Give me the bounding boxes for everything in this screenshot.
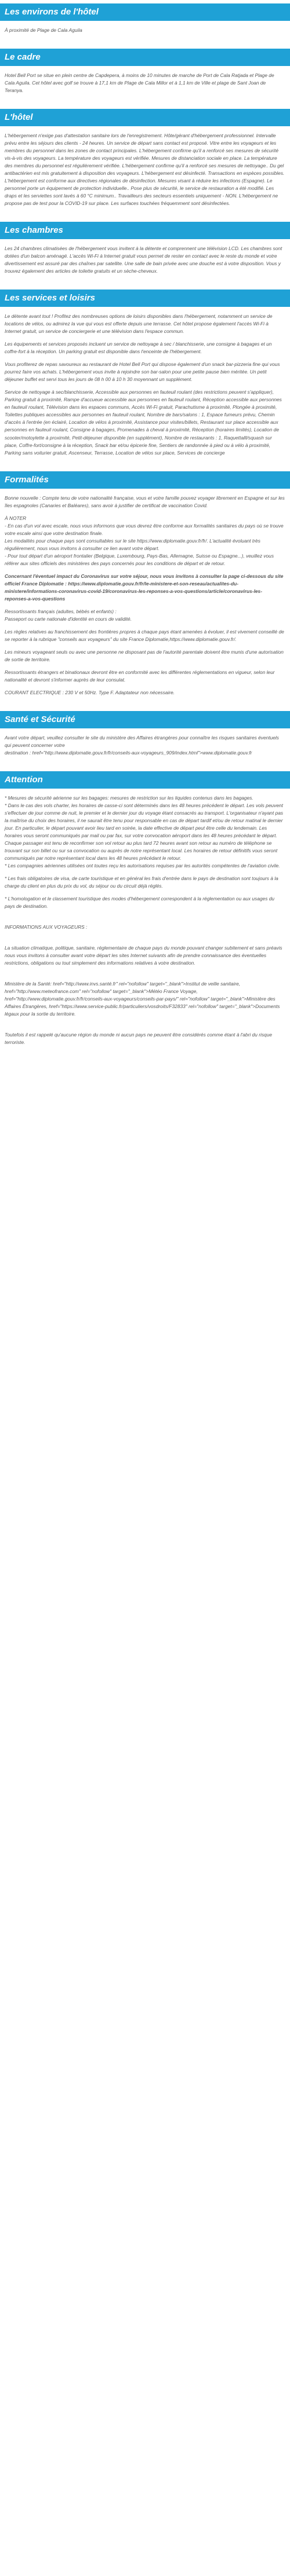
- section-services: [0, 290, 290, 464]
- paragraph-spacer: [5, 915, 285, 924]
- section-cadre: [0, 49, 290, 102]
- formalites-paragraph: Bonne nouvelle : Compte tenu de votre nationalité française, vous et votre famille pouvez voyager librement en Espagne et sur les îles espagnoles (Canaries et Baléares), sans avoir à justifier de certificat de vaccination Covid.: [5, 494, 285, 508]
- attention-paragraph: * L'homologation et le classement touristique des modes d'hébergement correspondent à la réglementation ou aux usages du pays de destination.: [5, 896, 275, 910]
- section-title-environs: Les environs de l'hôtel: [0, 3, 290, 21]
- section-attention: [0, 771, 290, 1054]
- chambres-text: Les 24 chambres climatisées de l'hébergement vous invitent à la détente et comprennent une télévision LCD. Les chambres sont dotées d'un balcon aménagé. L'accès Wi-Fi à Internet gratuit vous permet de rester en contact avec le reste du monde et votre divertissement est assuré par des chaînes par satellite. Une salle de bain privée avec une douche est à votre disposition. Vous y trouvez également des articles de toilette gratuits et un sèche-cheveux.: [5, 245, 282, 274]
- formalites-paragraph: Les règles relatives au franchissement des frontières propres à chaque pays étant amenées à évoluer, il est vivement conseillé de se reporter à la rubrique "conseils aux voyageurs" du site France Diplomatie,https://www.diplomatie.gouv.fr/.: [5, 628, 284, 642]
- attention-paragraph: INFORMATIONS AUX VOYAGEURS :: [5, 924, 88, 930]
- attention-paragraph: * Les frais obligatoires de visa, de carte touristique et en général les frais d'entrée dans le pays de destination sont toujours à la charge du client en plus du prix du vol, du séjour ou du circuit déjà réglés.: [5, 875, 278, 889]
- paragraph-spacer: [5, 972, 285, 980]
- paragraph-spacer: [5, 936, 285, 944]
- environs-text: À proximité de Plage de Cala Aguila: [5, 27, 82, 33]
- services-paragraph: Les équipements et services proposés incluent un service de nettoyage à sec / blanchisserie, une consigne à bagages et un coffre-fort à la réception. Un parking gratuit est disponible dans l'enceinte de l'hébergement.: [5, 341, 272, 355]
- attention-paragraph: * Mesures de sécurité aérienne sur les bagages: mesures de restriction sur les liquides contenus dans les bagages. * Dans le cas des vols charter, les horaires de casse-ci sont déterminés dans les 48 heures précédent le départ. Les vols peuvent s'effectuer de jour comme de nuit, le premier et le dernier jour du voyage étant consacrés au transport. L'organisateur n'ayant pas la maîtrise du choix des horaires, il ne saurait être tenu pour responsable en cas de départ tardif et/ou de retour matinal le dernier jour. En particulier, le départ pouvant avoir lieu tard en soirée, la date effective de départ peut être celle du lendemain. Les horaires vous seront communiqués par mail ou par fax, sur votre convocation aéroport dans les 48 heures précédant le départ. Chaque passager est tenu de reconfirmer son vol retour au plus tard 72 heures avant son retour au numéro de téléphone se trouvant sur son billet ou sur sa convocation ou auprès de notre représentant local. Les horaires de retour définitifs vous seront communiqués par notre représentant local dans les 48 heures précédant le retour. * Les compagnies aériennes utilisées ont toutes reçu les autorisations requises par les autorités compétentes de l'aviation civile.: [5, 794, 284, 869]
- section-title-formalites: Formalités: [0, 471, 290, 489]
- formalites-paragraph: À NOTER - En cas d'un vol avec escale, nous vous informons que vous devrez être conforme aux formalités sanitaires du pays où se trouve votre escale ainsi que votre destination finale. Les modalités pour chaque pays sont consultables sur le site https://www.diplomatie.gouv.fr/fr/. L'actualité évoluant très régulièrement, nous vous invitons à consulter ce lien avant votre départ. - Pour tout départ d'un aéroport frontalier (Belgique, Luxembourg, Pays-Bas, Allemagne, Suisse ou Espagne...), veuillez vous référer aux sites officiels des ministères des pays concernés pour les conditions de départ et de retour.: [5, 515, 284, 566]
- attention-paragraph: Toutefois il est rappelé qu'aucune région du monde ni aucun pays ne peuvent être considérés comme étant à l'abri du risque terroriste.: [5, 1032, 273, 1046]
- hotel-info-page: [0, 3, 290, 1068]
- hotel-text: L'hébergement n'exige pas d'attestation sanitaire lors de l'enregistrement. Hôte/gérant d'hébergement professionnel. Intervalle prévu entre les séjours des clients - 24 heures. Un service de départ sans contact est proposé. Vitre entre les voyageurs et les membres du personnel dans les zones de contact principales. L'hébergement confirme qu'il a renforcé ses mesures de sécurité vis-à-vis des voyageurs. La température des voyageurs est vérifiée. Mesures de distanciation sociale en place. La température des membres du personnel est régulièrement vérifiée. L'hébergement confirme qu'il a renforcé ses mesures de nettoyage.. Du gel antibactérien est mis gratuitement à disposition des voyageurs. L'hébergement est désinfecté. Transactions en espèces possibles. L'hébergement est conforme aux directives régionales de désinfection. Mesures visant à réduire les infections (Espagne). Le personnel porte un équipement de protection individuelle.. Pose plus de sécurité, le service de restauration a été modifié. Les draps et les serviettes sont lavés à 60 °C minimum.. Travailleurs des secteurs essentiels uniquement - NON. L'hébergement ne propose pas de test pour la COVID-19 sur place. Les surfaces touchées fréquemment sont désinfectées.: [5, 133, 285, 207]
- formalites-paragraph: Ressortissants étrangers et binationaux devront être en conformité avec les différentes réglementations en vigueur, selon leur nationalité et devront s'informer auprès de leur consulat.: [5, 669, 275, 683]
- attention-paragraph: La situation climatique, politique, sanitaire, réglementaire de chaque pays du monde pouvant changer subitement et sans préavis nous vous invitons à consulter avant votre départ les sites Internet suivants afin de prendre connaissance des éventuelles restrictions, obligations ou tout simplement des informations relatives à votre destination.: [5, 945, 282, 966]
- services-paragraph: Le détente avant tout ! Profitez des nombreuses options de loisirs disponibles dans l'hébergement, notamment un service de locations de vélos, ou admirez la vue qui vous est offerte depuis une terrasse. Cet hôtel propose également l'accès Wi-Fi à Internet gratuit, un service de conciergerie et une télévision dans l'espace commun.: [5, 313, 273, 335]
- section-title-chambres: Les chambres: [0, 222, 290, 239]
- section-formalites: [0, 471, 290, 704]
- sante-paragraph: Avant votre départ, veuillez consulter le site du ministère des Affaires étrangères pour connaître les risques sanitaires éventuels qui peuvent concerner votre destination : href="http://www.diplomatie.gouv.fr/fr/conseils-aux-voyageurs_909/index.html">www.diplomatie.gouv.fr: [5, 734, 279, 756]
- section-title-cadre: Le cadre: [0, 49, 290, 66]
- section-environs: [0, 3, 290, 42]
- section-hotel: [0, 109, 290, 215]
- services-paragraph: Service de nettoyage à sec/blanchisserie, Accessible aux personnes en fauteuil roulant (des restrictions peuvent s'appliquer), Parking gratuit à proximité, Rampe d'accueue accessible aux personnes en fauteuil roulant, Réception accessible aux personnes en fauteuil roulant, Télévision dans les espaces communs, Accès Wi-Fi gratuit, Parachutisme à proximité, Plongée à proximité, Toilettes publiques accessibles aux personnes en fauteuil roulant, Nombre de bars/salons : 1, Espace fumeurs prévu, Chemin d'accès à l'entrée (en éclairé, Location de vélos à proximité, Assistance pour visites/billets, Restaurant sur place accessible aux personnes en fauteuil roulant, Consigne à bagages, Promenades à cheval à proximité, Réception (horaires limités), Location de scooter/motoylette à proximité, Petit-déjeuner disponible (en supplément), Nombre de restaurants : 1, Raquettalll/squash sur place, Coffre-fort/consigne à la réception, Snack bar et/ou épicerie fine, Sentiers de randonnée à pied ou à vélo à proximité, Parking sans voiturier gratuit, Ascenseur, Terrasse, Location de vélos sur place, Services de concierge: [5, 389, 282, 456]
- formalites-paragraph: COURANT ELECTRIQUE : 230 V et 50Hz. Type F. Adaptateur non nécessaire.: [5, 689, 175, 695]
- formalites-paragraph: Les mineurs voyageant seuls ou avec une personne ne disposant pas de l'autorité parentale doivent être munis d'une autorisation de sortie de territoire.: [5, 648, 284, 662]
- attention-paragraph: Ministère de la Santé: href="http://www.invs.santé.fr" rel="nofollow" target="_blank">Institut de veille sanitaire, href="http://www.meteofrance.com" rel="nofollow" target="_blank">Météo France Voyage, href="http://www.diplomatie.gouv.fr/fr/conseils-aux-voyageurs/conseils-par-pays/" rel="nofollow" target="_blank">Ministère des Affaires Étrangères, href="https://www.service-public.fr/particuliers/vosdroits/F32833" rel="nofollow" target="_blank">Documents légaux pour la sortie du territoire.: [5, 981, 280, 1017]
- formalites-paragraph: Ressortissants français (adultes, bébés et enfants) : Passeport ou carte nationale d'identité en cours de validité.: [5, 608, 132, 622]
- paragraph-spacer: [5, 1023, 285, 1031]
- section-chambres: [0, 222, 290, 283]
- services-paragraph: Vous profiterez de repas savoureux au restaurant de Hotel Bell Port qui dispose également d'un snack bar-pizzeria fine qui vous pourrez faire vos achats. L'hébergement vous invite à rejoindre son bar-salon pour une petite pause bien méritée. Un petit déjeuner buffet est servi tous les jours de 08 h 00 à 10 h 30 moyennant un supplément.: [5, 361, 280, 383]
- section-title-services: Les services et loisirs: [0, 290, 290, 307]
- formalites-paragraph: Concernant l'éventuel impact du Coronavirus sur votre séjour, nous vous invitons à consulter la page ci-dessous du site officiel France Diplomatie : https://www.diplomatie.gouv.fr/fr/le-ministere-et-son-reseau/actualites-du-ministere/informations-coronavirus-covid-19/coronavirus-les-reponses-a-vos-questions/article/coronavirus-les-reponses-a-vos-questions: [5, 573, 284, 602]
- section-title-hotel: L'hôtel: [0, 109, 290, 126]
- cadre-text: Hotel Bell Port se situe en plein centre de Capdepera, à moins de 10 minutes de marche de Port de Cala Ratjada et Plage de Cala Aguila. Cet hôtel avec golf se trouve à 17,1 km de Plage de Cala Millor et à 1,1 km de Ville et plage de Sant Joan de Teranya.: [5, 72, 274, 94]
- section-title-attention: Attention: [0, 771, 290, 789]
- section-sante: [0, 711, 290, 764]
- section-title-sante: Santé et Sécurité: [0, 711, 290, 728]
